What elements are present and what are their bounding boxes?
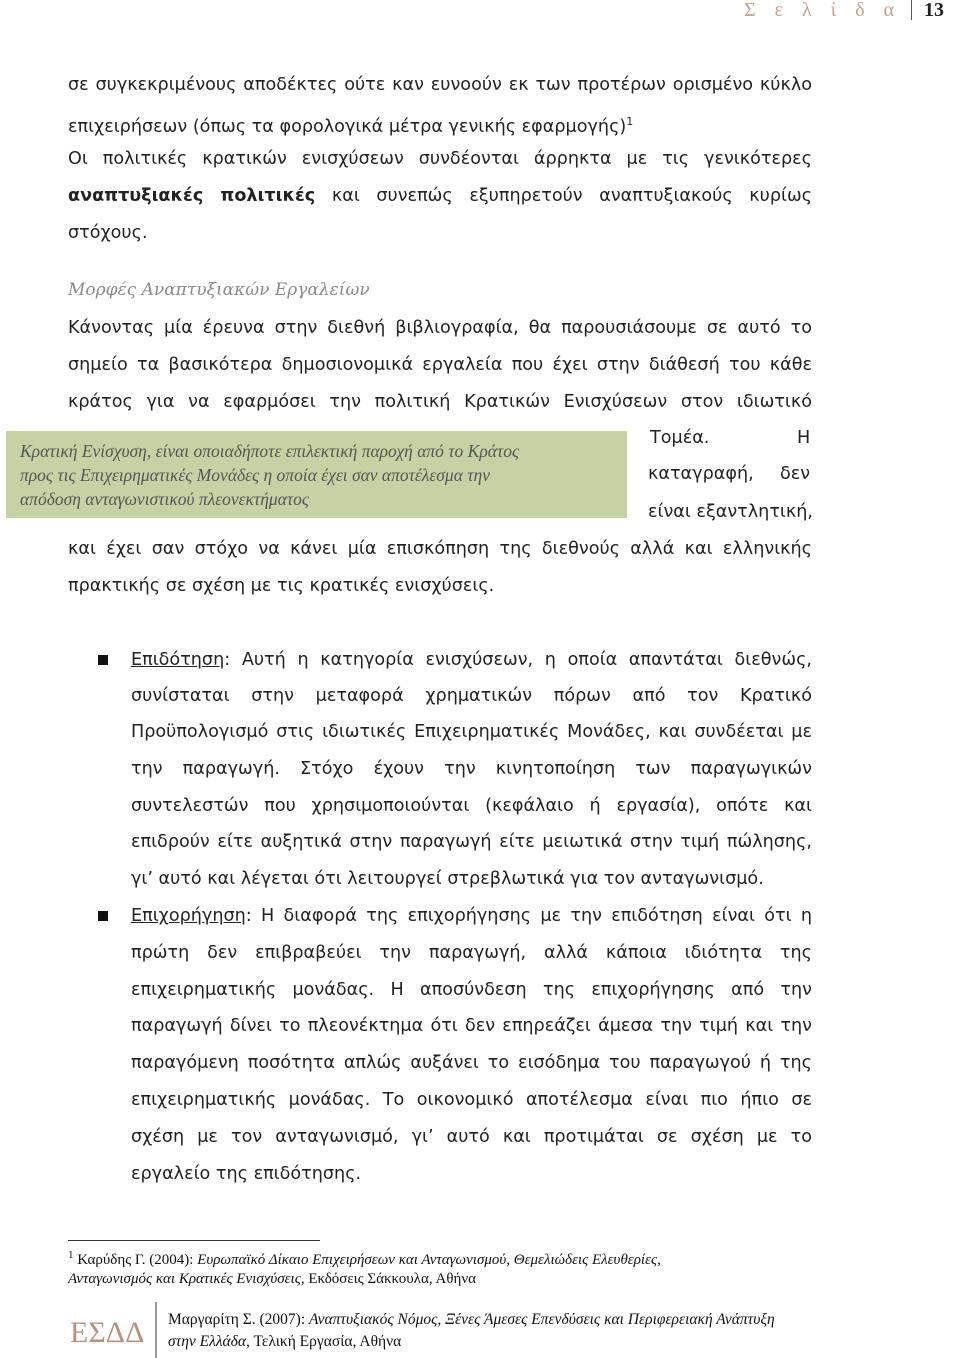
bold-term: αναπτυξιακές πολιτικές [68,186,316,206]
footer-line-1 [168,1311,775,1329]
bullet-2-line-8: εργαλείο της επιδότησης. [131,1164,362,1184]
para-word-den: δεν [780,464,811,484]
bullet-2-line-6: επιχειρηματικής μονάδας. Το οικονομικό αποτέλεσμα είναι πιο ήπιο σε [131,1090,812,1110]
para-word-tomea: Τομέα. [650,428,710,448]
intro-line-2-text: επιχειρήσεων (όπως τα φορολογικά μέτρα γενικής εφαρμογής) [68,116,627,137]
intro-line-2 [68,110,633,139]
bullet-1-first-rest: : Αυτή η κατηγορία ενισχύσεων, η οποία απαντάται διεθνώς, [224,650,812,670]
para-word-i: Η [797,428,811,448]
footnote-line-2 [68,1271,476,1288]
page-header [744,0,960,22]
footnote-line-1 [68,1249,661,1269]
section-heading: Μορφές Αναπτυξιακών Εργαλείων [68,280,370,300]
para-line-4: και έχει σαν στόχο να κάνει μία επισκόπηση της διεθνούς αλλά και ελληνικής [68,539,812,559]
bullet-1-line-5: συντελεστών που χρησιμοποιούνται (κεφάλαιο ή εργασία), οπότε και [131,796,812,816]
bullet-1-line-1 [131,648,812,672]
footer-divider [155,1302,157,1358]
bullet-2-line-5: παραγόμενη ποσότητα απλώς αυξάνει το εισόδημα του παραγωγού ή της [131,1053,812,1073]
intro-line-4-rest: και συνεπώς εξυπηρετούν αναπτυξιακούς κυρίως [315,186,813,206]
bullet-2-line-4: παραγωγή δίνει το πλεονέκτημα ότι δεν επηρεάζει άμεσα την τιμή και την [131,1016,812,1036]
footnote-ref[interactable]: 1 [626,115,634,128]
definition-callout [6,431,627,518]
intro-line-5: στόχους. [68,223,148,243]
bullet-1-line-3: Προϋπολογισμό στις ιδιωτικές Επιχειρηματικές Μονάδες, και συνδέεται με [131,722,812,742]
bullet-2-line-3: επιχειρηματικής μονάδας. Η αποσύνδεση της επιχορήγησης από την [131,980,812,1000]
para-line-1: Κάνοντας μία έρευνα στην διεθνή βιβλιογραφία, θα παρουσιάσουμε σε αυτό το [68,318,812,338]
bullet-1-line-6: επιδρούν είτε αυξητικά στην παραγωγή είτε μειωτικά στην τιμή πώλησης, [131,832,812,852]
page-label: Σ ε λ ί δ α [743,0,901,21]
footer-title-2: στην Ελλάδα [168,1333,247,1350]
para-word-katagrafi: καταγραφή, [648,464,754,484]
footnote-title-1: Ευρωπαϊκό Δίκαιο Επιχειρήσεων και Ανταγωνισμού, Θεμελιώδεις Ελευθερίες, [197,1252,661,1268]
footnote-mark: 1 [68,1249,74,1261]
footer-title-1: Αναπτυξιακός Νόμος, Ξένες Άμεσες Επενδύσεις και Περιφερειακή Ανάπτυξη [309,1311,775,1328]
footnote-author: Καρύδης Γ. (2004): [73,1252,198,1268]
callout-line-3: απόδοση ανταγωνιστικού πλεονεκτήματος [20,489,309,509]
para-line-2: σημείο τα βασικότερα δημοσιονομικά εργαλεία που έχει στην διάθεσή του κάθε [68,355,812,375]
bullet-1-line-4: την παραγωγή. Στόχο έχουν την κινητοποίηση των παραγωγικών [131,759,812,779]
bullet-2-term: Επιχορήγηση [131,906,246,926]
para-word-exantlitiki: είναι εξαντλητική, [648,502,813,522]
para-line-3: κράτος για να εφαρμόσει την πολιτική Κρατικών Ενισχύσεων στον ιδιωτικό [68,392,812,412]
callout-line-2: προς τις Επιχειρηματικές Μονάδες η οποία έχει σαν αποτέλεσμα την [20,465,490,485]
bullet-2-line-2: πρώτη δεν επιβραβεύει την παραγωγή, αλλά κάποια ιδιότητα της [131,943,812,963]
footnote-title-2: Ανταγωνισμός και Κρατικές Ενισχύσεις [68,1271,301,1287]
bullet-2-line-1 [131,904,812,928]
page-number: 13 [911,0,960,20]
bullet-2-first-rest: : Η διαφορά της επιχορήγησης με την επιδότηση είναι ότι η [245,906,812,926]
bullet-1-term: Επιδότηση [131,650,225,670]
bullet-1-line-2: συνίσταται στην μεταφορά χρηματικών πόρων από τον Κρατικό [131,686,812,706]
bullet-1-line-7: γι’ αυτό και λέγεται ότι λειτουργεί στρεβλωτικά για τον ανταγωνισμό. [131,869,764,889]
intro-line-3: Οι πολιτικές κρατικών ενισχύσεων συνδέονται άρρηκτα με τις γενικότερες [68,149,812,169]
intro-line-4 [68,184,812,208]
para-line-5: πρακτικής σε σχέση με τις κρατικές ενισχύσεις. [68,576,495,596]
footer-author: Μαργαρίτη Σ. (2007): [168,1311,309,1328]
footer-line-2 [168,1333,401,1351]
footer-details: , Τελική Εργασία, Αθήνα [246,1333,402,1350]
footnote-publisher: , Εκδόσεις Σάκκουλα, Αθήνα [300,1271,476,1287]
bullet-square-icon [98,911,108,921]
bullet-2-line-7: σχέση με τον ανταγωνισμό, γι’ αυτό και προτιμάται σε σχέση με το [131,1127,812,1147]
intro-line-1: σε συγκεκριμένους αποδέκτες ούτε καν ευνοούν εκ των προτέρων ορισμένο κύκλο [68,75,812,95]
bullet-square-icon [98,655,108,665]
footnote-divider [68,1240,320,1241]
callout-line-1: Κρατική Ενίσχυση, είναι οποιαδήποτε επιλεκτική παροχή από το Κράτος [20,441,520,461]
footer-logo: ΕΣΔΔ [70,1316,145,1349]
